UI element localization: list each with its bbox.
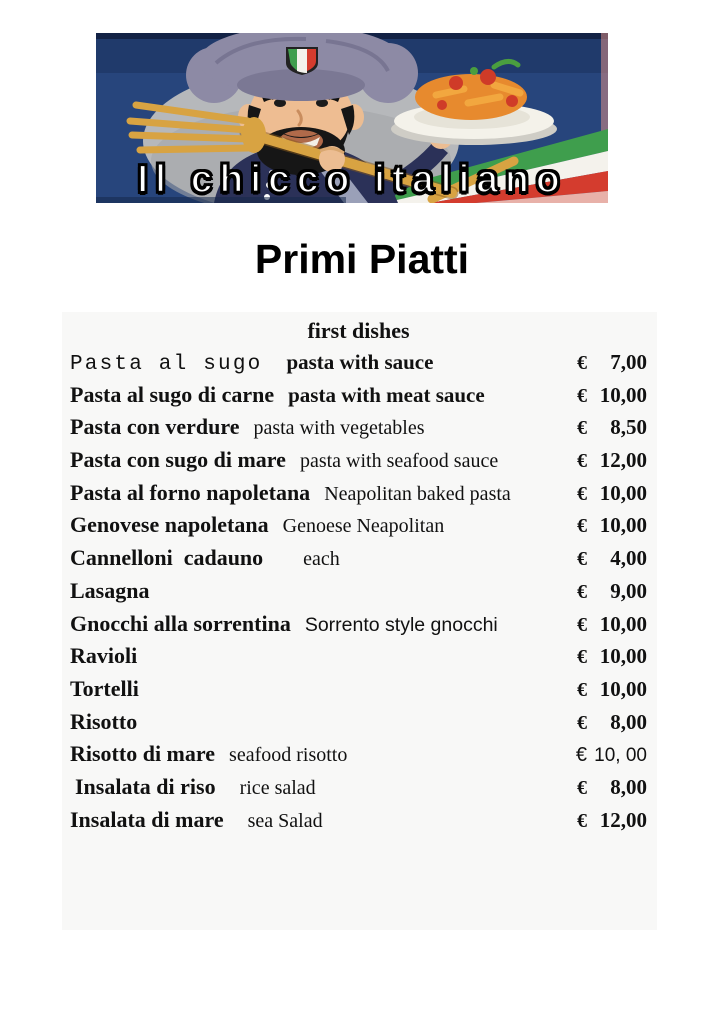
euro-sign: € — [577, 450, 587, 473]
menu-row — [70, 411, 647, 444]
dish-price — [576, 739, 647, 773]
dish-name: Cannelloni cadauno — [70, 545, 264, 571]
dish-price — [577, 477, 647, 511]
dish-translation: Sorrento style gnocchi — [304, 613, 498, 636]
dish-name: Risotto di mare — [70, 741, 216, 767]
dish-price — [577, 706, 647, 740]
euro-sign: € — [577, 711, 587, 734]
dish-price — [577, 346, 647, 380]
price-amount: 12,00 — [599, 448, 647, 473]
euro-sign: € — [577, 809, 587, 832]
price-amount: 10,00 — [599, 513, 647, 538]
dish-name: Insalata di riso — [75, 773, 216, 799]
menu-row — [70, 477, 647, 510]
price-amount: 7,00 — [610, 350, 647, 374]
dish-name: Pasta al sugo — [70, 353, 263, 376]
price-amount: 10,00 — [599, 644, 647, 669]
dish-name: Genovese napoletana — [70, 512, 269, 538]
price-amount: 9,00 — [610, 578, 647, 603]
page-title: Primi Piatti — [254, 236, 470, 282]
euro-sign: € — [577, 580, 587, 603]
dish-translation: each — [303, 548, 340, 571]
menu-row — [70, 444, 647, 477]
dish-name: Risotto — [70, 708, 138, 734]
dish-price — [577, 575, 647, 609]
price-amount: 12,00 — [599, 807, 647, 832]
dish-translation: rice salad — [239, 776, 316, 799]
price-amount: 10,00 — [599, 382, 647, 407]
euro-sign: € — [577, 678, 587, 701]
brand-caption: Il chicco italiano — [137, 158, 567, 201]
menu-row — [70, 509, 647, 542]
dish-name: Pasta al forno napoletana — [70, 479, 311, 505]
menu-row — [70, 738, 647, 771]
price-amount: 4,00 — [610, 546, 647, 571]
menu-row — [70, 706, 647, 739]
dish-translation: pasta with seafood sauce — [299, 450, 499, 473]
dish-translation: pasta with vegetables — [253, 417, 425, 440]
dish-name: Ravioli — [70, 643, 138, 669]
menu-row — [70, 673, 647, 706]
menu-row — [70, 346, 647, 379]
dish-price — [577, 444, 647, 478]
dish-translation: seafood risotto — [229, 744, 348, 767]
price-amount: 10,00 — [599, 611, 647, 636]
euro-sign: € — [577, 482, 587, 505]
dish-price — [577, 771, 647, 805]
price-amount: 10,00 — [599, 480, 647, 505]
dish-price — [577, 542, 647, 576]
dish-name: Pasta al sugo di carne — [70, 381, 275, 407]
price-amount: 8,50 — [610, 415, 647, 440]
dish-price — [577, 509, 647, 543]
dish-price — [577, 804, 647, 838]
menu-row — [70, 575, 647, 608]
euro-sign: € — [577, 776, 587, 799]
price-amount: 10, 00 — [594, 745, 647, 767]
euro-sign: € — [577, 417, 587, 440]
euro-sign: € — [577, 548, 587, 571]
dish-price — [577, 379, 647, 413]
euro-sign: € — [577, 646, 587, 669]
dish-translation: pasta with sauce — [286, 350, 434, 374]
euro-sign: € — [577, 352, 587, 374]
dish-price — [577, 411, 647, 445]
euro-sign: € — [577, 384, 587, 407]
price-amount: 8,00 — [610, 709, 647, 734]
dish-name: Insalata di mare — [70, 806, 224, 832]
dish-price — [577, 640, 647, 674]
menu-panel — [62, 312, 657, 930]
euro-sign: € — [575, 744, 587, 767]
dish-translation: Genoese Neapolitan — [282, 515, 445, 538]
euro-sign: € — [577, 613, 587, 636]
header-illustration — [96, 33, 608, 203]
dish-name: Pasta con verdure — [70, 414, 240, 440]
dish-name: Gnocchi alla sorrentina — [70, 610, 291, 636]
dish-name: Pasta con sugo di mare — [70, 447, 286, 473]
menu-row — [70, 542, 647, 575]
chef-hat — [186, 33, 418, 103]
dish-price — [577, 673, 647, 707]
dish-translation: sea Salad — [247, 809, 323, 832]
menu-row — [70, 771, 647, 804]
price-amount: 8,00 — [610, 774, 647, 799]
dish-name: Tortelli — [70, 675, 139, 701]
price-amount: 10,00 — [599, 676, 647, 701]
dish-translation: pasta with meat sauce — [288, 382, 485, 407]
dish-name: Lasagna — [70, 577, 150, 603]
menu-row — [70, 608, 647, 641]
euro-sign: € — [577, 515, 587, 538]
dish-price — [577, 608, 647, 642]
menu-section-header: first dishes — [307, 318, 410, 343]
menu-row — [70, 640, 647, 673]
menu-row — [70, 804, 647, 837]
dish-translation: Neapolitan baked pasta — [324, 482, 511, 505]
menu-row — [70, 379, 647, 412]
